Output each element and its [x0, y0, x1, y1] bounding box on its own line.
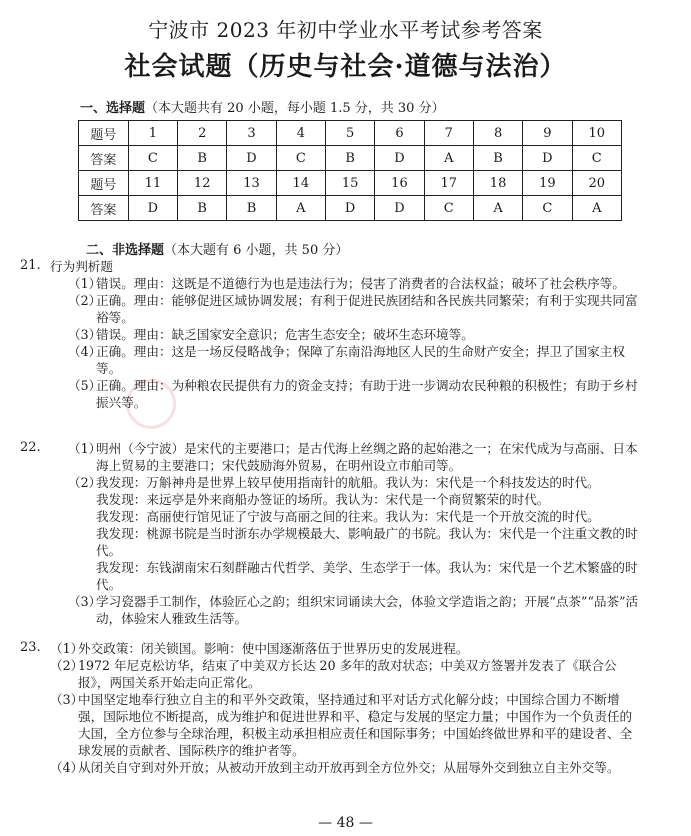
- table-cell: 13: [227, 171, 276, 196]
- table-cell: A: [424, 146, 473, 171]
- section2-note: （本大题有 6 小题，共 50 分）: [164, 243, 349, 258]
- table-row: [79, 121, 622, 146]
- item-text: 学习瓷器手工制作，体验匠心之韵；组织宋词诵读大会，体验文学造诣之韵；开展“点茶”“品茶”活动，体验宋人雅致生活等。: [96, 594, 639, 626]
- finding-text: 我发现：高丽使行馆见证了宁波与高丽之间的往来。我认为：宋代是一个开放交流的时代。: [96, 509, 600, 524]
- table-cell: C: [523, 196, 572, 221]
- item-text: 1972 年尼克松访华，结束了中美双方长达 20 多年的敌对状态；中美双方签署并发表了《联合公报》，两国关系开始走向正常化。: [78, 658, 617, 690]
- item-text: 明州（今宁波）是宋代的主要港口；是古代海上丝绸之路的起始港之一；在宋代成为与高丽、日本海上贸易的主要港口；宋代鼓励海外贸易，在明州设立市舶司等。: [96, 441, 638, 473]
- table-cell: B: [473, 146, 522, 171]
- page-number: — 48 —: [318, 815, 373, 831]
- item-label: （2）: [68, 475, 102, 490]
- list-item: [68, 326, 642, 343]
- table-cell: 16: [375, 171, 424, 196]
- item-label: （4）: [68, 344, 102, 359]
- item-text: 从闭关自守到对外开放；从被动开放到主动开放再到全方位外交；从屈辱外交到独立自主外交等。: [78, 760, 620, 775]
- finding: [48, 559, 642, 593]
- table-cell: B: [325, 146, 374, 171]
- list-item: [68, 377, 642, 411]
- list-item: [68, 593, 642, 627]
- answer-table: [78, 120, 622, 221]
- table-cell: 11: [128, 171, 177, 196]
- table-cell: B: [178, 146, 227, 171]
- q22-number: 22.: [20, 440, 41, 455]
- section2-heading: [86, 239, 348, 258]
- q22-block: [68, 440, 642, 627]
- table-cell: 4: [276, 121, 325, 146]
- table-cell: B: [227, 196, 276, 221]
- table-row: [79, 146, 622, 171]
- item-text: 正确。理由：为种粮农民提供有力的资金支持；有助于进一步调动农民种粮的积极性；有助于乡村振兴等。: [96, 378, 638, 410]
- item-label: （4）: [50, 760, 84, 775]
- table-cell: 14: [276, 171, 325, 196]
- section1-heading: [80, 97, 445, 116]
- item-text: 正确。理由：能够促进区域协调发展；有利于促进民族团结和各民族共同繁荣；有利于实现共同富裕等。: [96, 293, 638, 325]
- table-cell: D: [523, 146, 572, 171]
- item-text: 错误。理由：这既是不道德行为也是违法行为；侵害了消费者的合法权益；破坏了社会秩序等。: [96, 276, 625, 291]
- row-label: 答案: [79, 196, 129, 221]
- row-label: 题号: [79, 171, 129, 196]
- table-cell: D: [375, 146, 424, 171]
- section1-title: 一、选择题: [80, 101, 146, 116]
- table-cell: D: [227, 146, 276, 171]
- item-text: 错误。理由：缺乏国家安全意识；危害生态安全；破坏生态环境等。: [96, 327, 474, 342]
- table-cell: 9: [523, 121, 572, 146]
- table-cell: 1: [128, 121, 177, 146]
- list-item: [50, 640, 642, 657]
- item-label: （3）: [68, 327, 102, 342]
- item-label: （1）: [50, 641, 84, 656]
- list-item: [68, 292, 642, 326]
- table-row: [79, 171, 622, 196]
- item-label: （3）: [68, 594, 102, 609]
- table-cell: 17: [424, 171, 473, 196]
- table-cell: 15: [325, 171, 374, 196]
- table-cell: B: [178, 196, 227, 221]
- item-label: （2）: [68, 293, 102, 308]
- document-title: 宁波市 2023 年初中学业水平考试参考答案: [148, 18, 543, 42]
- finding: [48, 508, 642, 525]
- q21-title: 行为判析题: [50, 259, 113, 274]
- table-cell: 18: [473, 171, 522, 196]
- finding: [48, 474, 642, 491]
- table-cell: C: [276, 146, 325, 171]
- table-cell: 7: [424, 121, 473, 146]
- table-cell: C: [128, 146, 177, 171]
- table-cell: A: [276, 196, 325, 221]
- table-cell: 10: [572, 121, 621, 146]
- table-cell: A: [473, 196, 522, 221]
- list-item: [50, 691, 642, 759]
- list-item: [68, 343, 642, 377]
- finding-text: 我发现：万斛神舟是世界上较早使用指南针的航船。我认为：宋代是一个科技发达的时代。: [96, 475, 600, 490]
- table-cell: 5: [325, 121, 374, 146]
- table-cell: 6: [375, 121, 424, 146]
- table-cell: 3: [227, 121, 276, 146]
- table-row: [79, 196, 622, 221]
- q23-block: [50, 640, 642, 776]
- list-item: [68, 275, 642, 292]
- item-label: （3）: [50, 692, 84, 707]
- finding-text: 我发现：东钱湖南宋石刻群融古代哲学、美学、生态学于一体。我认为：宋代是一个艺术繁盛的时代。: [96, 560, 638, 592]
- list-item: [50, 657, 642, 691]
- table-cell: C: [572, 146, 621, 171]
- list-item: [68, 474, 642, 593]
- item-label: （1）: [68, 276, 102, 291]
- table-cell: D: [128, 196, 177, 221]
- finding: [48, 491, 642, 508]
- q23-number: 23.: [20, 640, 41, 655]
- list-item: [68, 440, 642, 474]
- table-cell: C: [424, 196, 473, 221]
- table-cell: A: [572, 196, 621, 221]
- table-cell: D: [325, 196, 374, 221]
- item-text: 外交政策：闭关锁国。影响：使中国逐渐落伍于世界历史的发展进程。: [78, 641, 469, 656]
- q21-number: 21.: [20, 258, 41, 273]
- item-label: （5）: [68, 378, 102, 393]
- table-cell: 8: [473, 121, 522, 146]
- table-cell: 19: [523, 171, 572, 196]
- item-text: 正确。理由：这是一场反侵略战争；保障了东南沿海地区人民的生命财产安全；捍卫了国家主权等。: [96, 344, 625, 376]
- finding-text: 我发现：桃源书院是当时浙东办学规模最大、影响最广的书院。我认为：宋代是一个注重文教的时代。: [96, 526, 638, 558]
- table-cell: D: [375, 196, 424, 221]
- table-cell: 20: [572, 171, 621, 196]
- row-label: 答案: [79, 146, 129, 171]
- document-subtitle: 社会试题（历史与社会·道德与法治）: [124, 52, 567, 82]
- finding: [48, 525, 642, 559]
- item-text: 中国坚定地奉行独立自主的和平外交政策，坚持通过和平对话方式化解分歧；中国综合国力不断增强，国际地位不断提高，成为维护和促进世界和平、稳定与发展的坚定力量；中国作为一个负责任的大国，全方位参与全球治理，积极主动承担相应责任和国际事务；中国始终做世界和平的建设者、全球发展的贡献者、国际秩序的维护者等。: [78, 692, 633, 758]
- finding-text: 我发现：来远亭是外来商船办签证的场所。我认为：宋代是一个商贸繁荣的时代。: [96, 492, 550, 507]
- list-item: [50, 759, 642, 776]
- table-cell: 2: [178, 121, 227, 146]
- q21-block: [50, 258, 642, 411]
- section1-note: （本大题共有 20 小题，每小题 1.5 分，共 30 分）: [145, 101, 445, 116]
- item-label: （2）: [50, 658, 84, 673]
- item-label: （1）: [68, 441, 102, 456]
- row-label: 题号: [79, 121, 129, 146]
- table-cell: 12: [178, 171, 227, 196]
- section2-title: 二、非选择题: [86, 243, 165, 258]
